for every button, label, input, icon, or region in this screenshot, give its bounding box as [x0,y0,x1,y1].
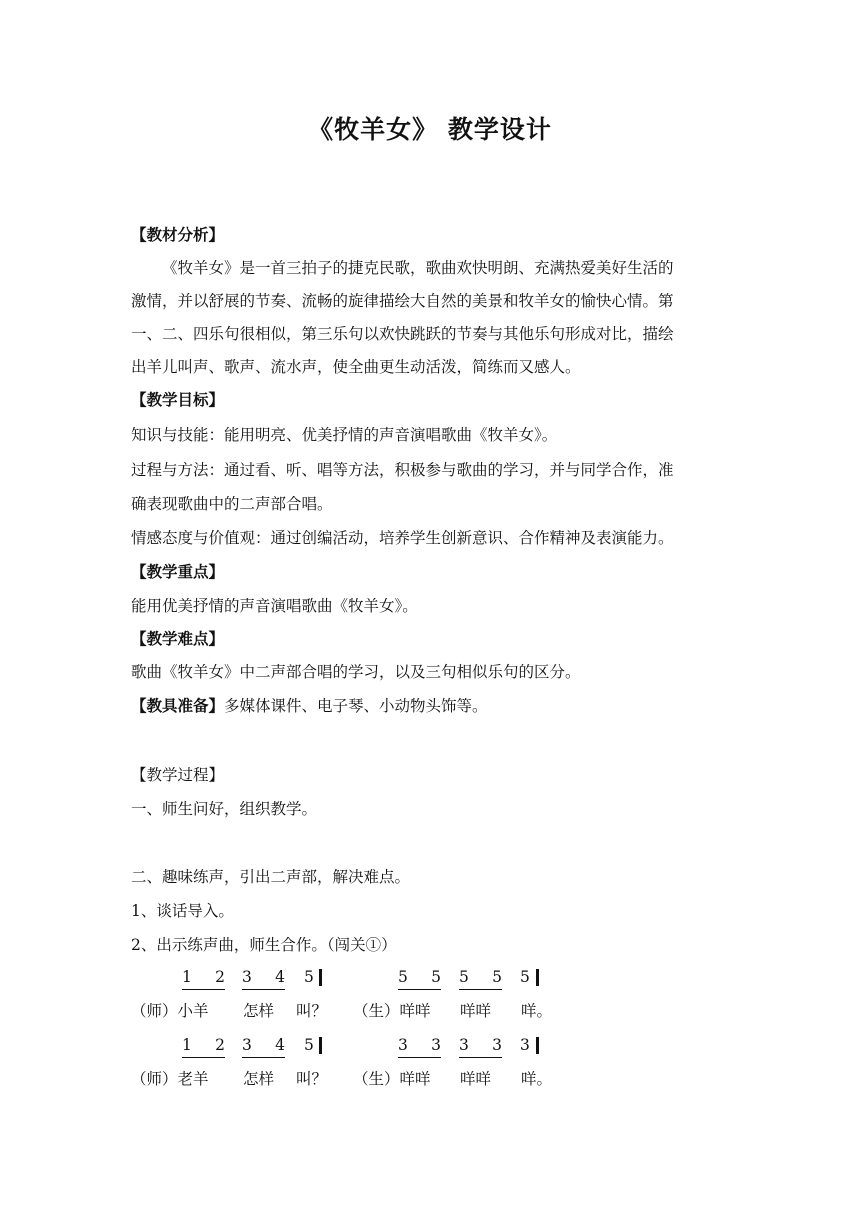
note-group: 5 5 [459,966,502,990]
note-group: 3 4 [242,1034,285,1058]
note-group: 3 4 [242,966,285,990]
lyric: （师）小羊 [131,1002,209,1020]
note-group: 3 3 [459,1034,502,1058]
note-group: 1 2 [182,1034,225,1058]
notation-row-1 [0,966,860,992]
bar-line [536,1037,539,1054]
goals-line-4: 情感态度与价值观：通过创编活动，培养学生创新意识、合作精神及表演能力。 [131,529,674,547]
analysis-line-3: 一、二、四乐句很相似，第三乐句以欢快跳跃的节奏与其他乐句形成对比，描绘 [131,325,674,343]
focus-heading: 【教学重点】 [131,563,225,581]
process-heading: 【教学过程】 [131,766,225,784]
note: 3 [520,1036,530,1054]
lyric: 咩咩 [460,1002,492,1020]
step-2-2: 2、出示练声曲，师生合作。（闯关①） [131,936,397,954]
analysis-line-2: 激情，并以舒展的节奏、流畅的旋律描绘大自然的美景和牧羊女的愉快心情。第 [131,292,674,310]
lyric: （生）咩咩 [353,1002,431,1020]
note: 5 [304,1036,314,1054]
tools-line [131,695,735,717]
notation-row-2 [0,1034,860,1060]
lyric: 怎样 [243,1070,275,1088]
analysis-line-1: 《牧羊女》是一首三拍子的捷克民歌，歌曲欢快明朗、充满热爱美好生活的 [162,259,674,277]
document-title: 《牧羊女》 教学设计 [308,115,552,144]
note-group: 3 3 [398,1034,441,1058]
lyric: 咩咩 [460,1070,492,1088]
lyric: 咩。 [521,1070,553,1088]
difficulty-text: 歌曲《牧羊女》中二声部合唱的学习，以及三句相似乐句的区分。 [131,663,581,681]
lyrics-row-2 [0,1068,860,1092]
note: 5 [304,968,314,986]
lyrics-row-1 [0,1000,860,1024]
goals-line-2: 过程与方法：通过看、听、唱等方法，积极参与歌曲的学习，并与同学合作，准 [131,461,674,479]
bar-line [319,1037,322,1054]
step-2-1: 1、谈话导入。 [131,902,234,920]
tools-heading: 【教具准备】 [131,697,225,715]
lyric: （生）咩咩 [353,1070,431,1088]
lyric: 叫？ [296,1070,328,1088]
bar-line [536,969,539,986]
step-1: 一、师生问好，组织教学。 [131,800,318,818]
analysis-line-4: 出羊儿叫声、歌声、流水声，使全曲更生动活泼，简练而又感人。 [131,358,581,376]
lyric: 叫？ [296,1002,328,1020]
note-group: 5 5 [398,966,441,990]
goals-line-1: 知识与技能：能用明亮、优美抒情的声音演唱歌曲《牧羊女》。 [131,426,558,444]
difficulty-heading: 【教学难点】 [131,630,225,648]
note-group: 1 2 [182,966,225,990]
goals-heading: 【教学目标】 [131,391,225,409]
focus-text: 能用优美抒情的声音演唱歌曲《牧羊女》。 [131,597,418,615]
tools-text: 多媒体课件、电子琴、小动物头饰等。 [224,697,488,715]
goals-line-3: 确表现歌曲中的二声部合唱。 [131,495,333,513]
step-2: 二、趣味练声，引出二声部，解决难点。 [131,868,411,886]
analysis-heading: 【教材分析】 [131,226,225,244]
note: 5 [520,968,530,986]
lyric: （师）老羊 [131,1070,209,1088]
lyric: 怎样 [243,1002,275,1020]
bar-line [319,969,322,986]
lyric: 咩。 [521,1002,553,1020]
